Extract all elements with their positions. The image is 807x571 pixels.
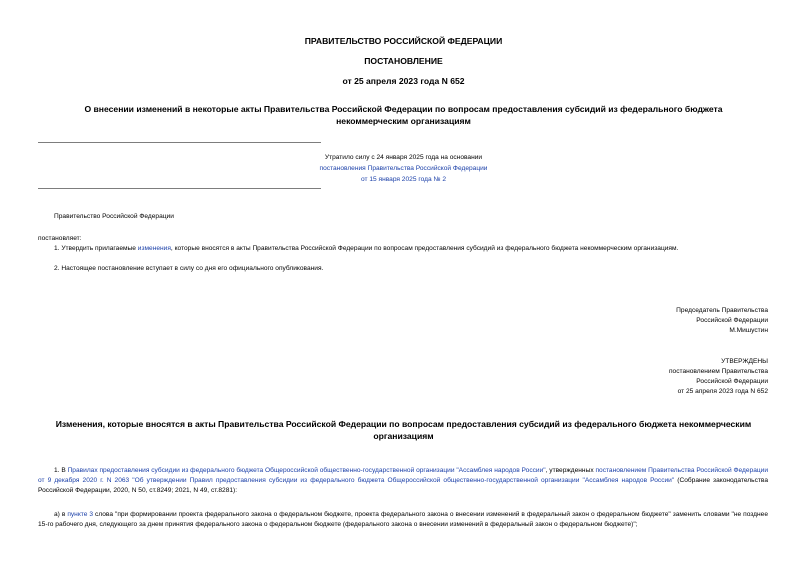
status-repeal-link[interactable]: постановления Правительства Российской Федерации	[319, 165, 488, 172]
item-1-suffix: , которые вносятся в акты Правительства Российской Федерации по вопросам предоставления субсидий из федерального бюджета некоммерческим организациям.	[170, 245, 679, 252]
changes-paragraph-1	[38, 466, 768, 496]
document-title-line-2: некоммерческим организациям	[336, 116, 471, 126]
approval-line-3: Российской Федерации	[696, 378, 768, 385]
status-repeal-link-date[interactable]: от 15 января 2025 года № 2	[360, 176, 447, 183]
decrees-text: постановляет:	[38, 235, 82, 242]
p1-end: (Собрание законодательства Российской Федерации, 2020, N 50, ст.8249; 2021, N 49, ст.8281):	[38, 477, 768, 494]
resolution-link[interactable]: постановлением Правительства Российской Федерации от 9 декабря 2020 г. N 2063 "Об утверждении Правил предоставления субсидии из федерального бюджета Общероссийской общественно-государственной организации "Ассамблея народов России"	[38, 467, 769, 484]
item-1-prefix: 1. Утвердить прилагаемые	[54, 245, 138, 252]
document-title-line-1: О внесении изменений в некоторые акты Правительства Российской Федерации по вопросам предоставления субсидий из федерального бюджета	[84, 104, 723, 114]
document-date-number: от 25 апреля 2023 года N 652	[342, 76, 465, 86]
status-top-rule	[38, 142, 321, 143]
approval-line-2: постановлением Правительства	[668, 368, 768, 375]
changes-title-line-2: организациям	[373, 431, 434, 441]
document-type: ПОСТАНОВЛЕНИЕ	[364, 56, 443, 66]
government-heading: ПРАВИТЕЛЬСТВО РОССИЙСКОЙ ФЕДЕРАЦИИ	[304, 36, 503, 46]
signature-name: М.Мишустин	[729, 327, 768, 334]
changes-title-line-1: Изменения, которые вносятся в акты Правительства Российской Федерации по вопросам предоставления субсидий из федерального бюджета некоммерческим	[55, 419, 752, 429]
pa-start: а) в	[54, 511, 68, 518]
signature-line-1: Председатель Правительства	[676, 307, 768, 314]
rules-link[interactable]: Правилах предоставления субсидии из федерального бюджета Общероссийской общественно-государственной организации "Ассамблея народов России"	[67, 467, 546, 474]
approval-line-1: УТВЕРЖДЕНЫ	[721, 358, 768, 365]
changes-link[interactable]: изменения	[137, 245, 171, 252]
intro-text: Правительство Российской Федерации	[54, 213, 174, 220]
approval-line-4: от 25 апреля 2023 года N 652	[677, 388, 768, 395]
p1-middle: , утвержденных	[545, 467, 596, 474]
changes-paragraph-a	[38, 510, 768, 530]
item-1	[54, 244, 678, 254]
item-2: 2. Настоящее постановление вступает в силу со дня его официального опубликования.	[54, 265, 324, 272]
pa-end: слова "при формировании проекта федерального закона о федеральном бюджете, проекта федерального закона о внесении изменений в федеральный закон о федеральном бюджете" заменить словами "не позднее 15-го рабочего дня, следующего за днем принятия федерального закона о федеральном бюджете (федерального закона о внесении изменений в федеральный закон о федеральном бюджете)";	[38, 511, 768, 528]
p1-start: 1. В	[54, 467, 68, 474]
status-bottom-rule	[38, 188, 321, 189]
signature-line-2: Российской Федерации	[696, 317, 768, 324]
clause-3-link[interactable]: пункте 3	[67, 511, 94, 518]
status-line-1: Утратило силу с 24 января 2025 года на основании	[324, 154, 483, 161]
